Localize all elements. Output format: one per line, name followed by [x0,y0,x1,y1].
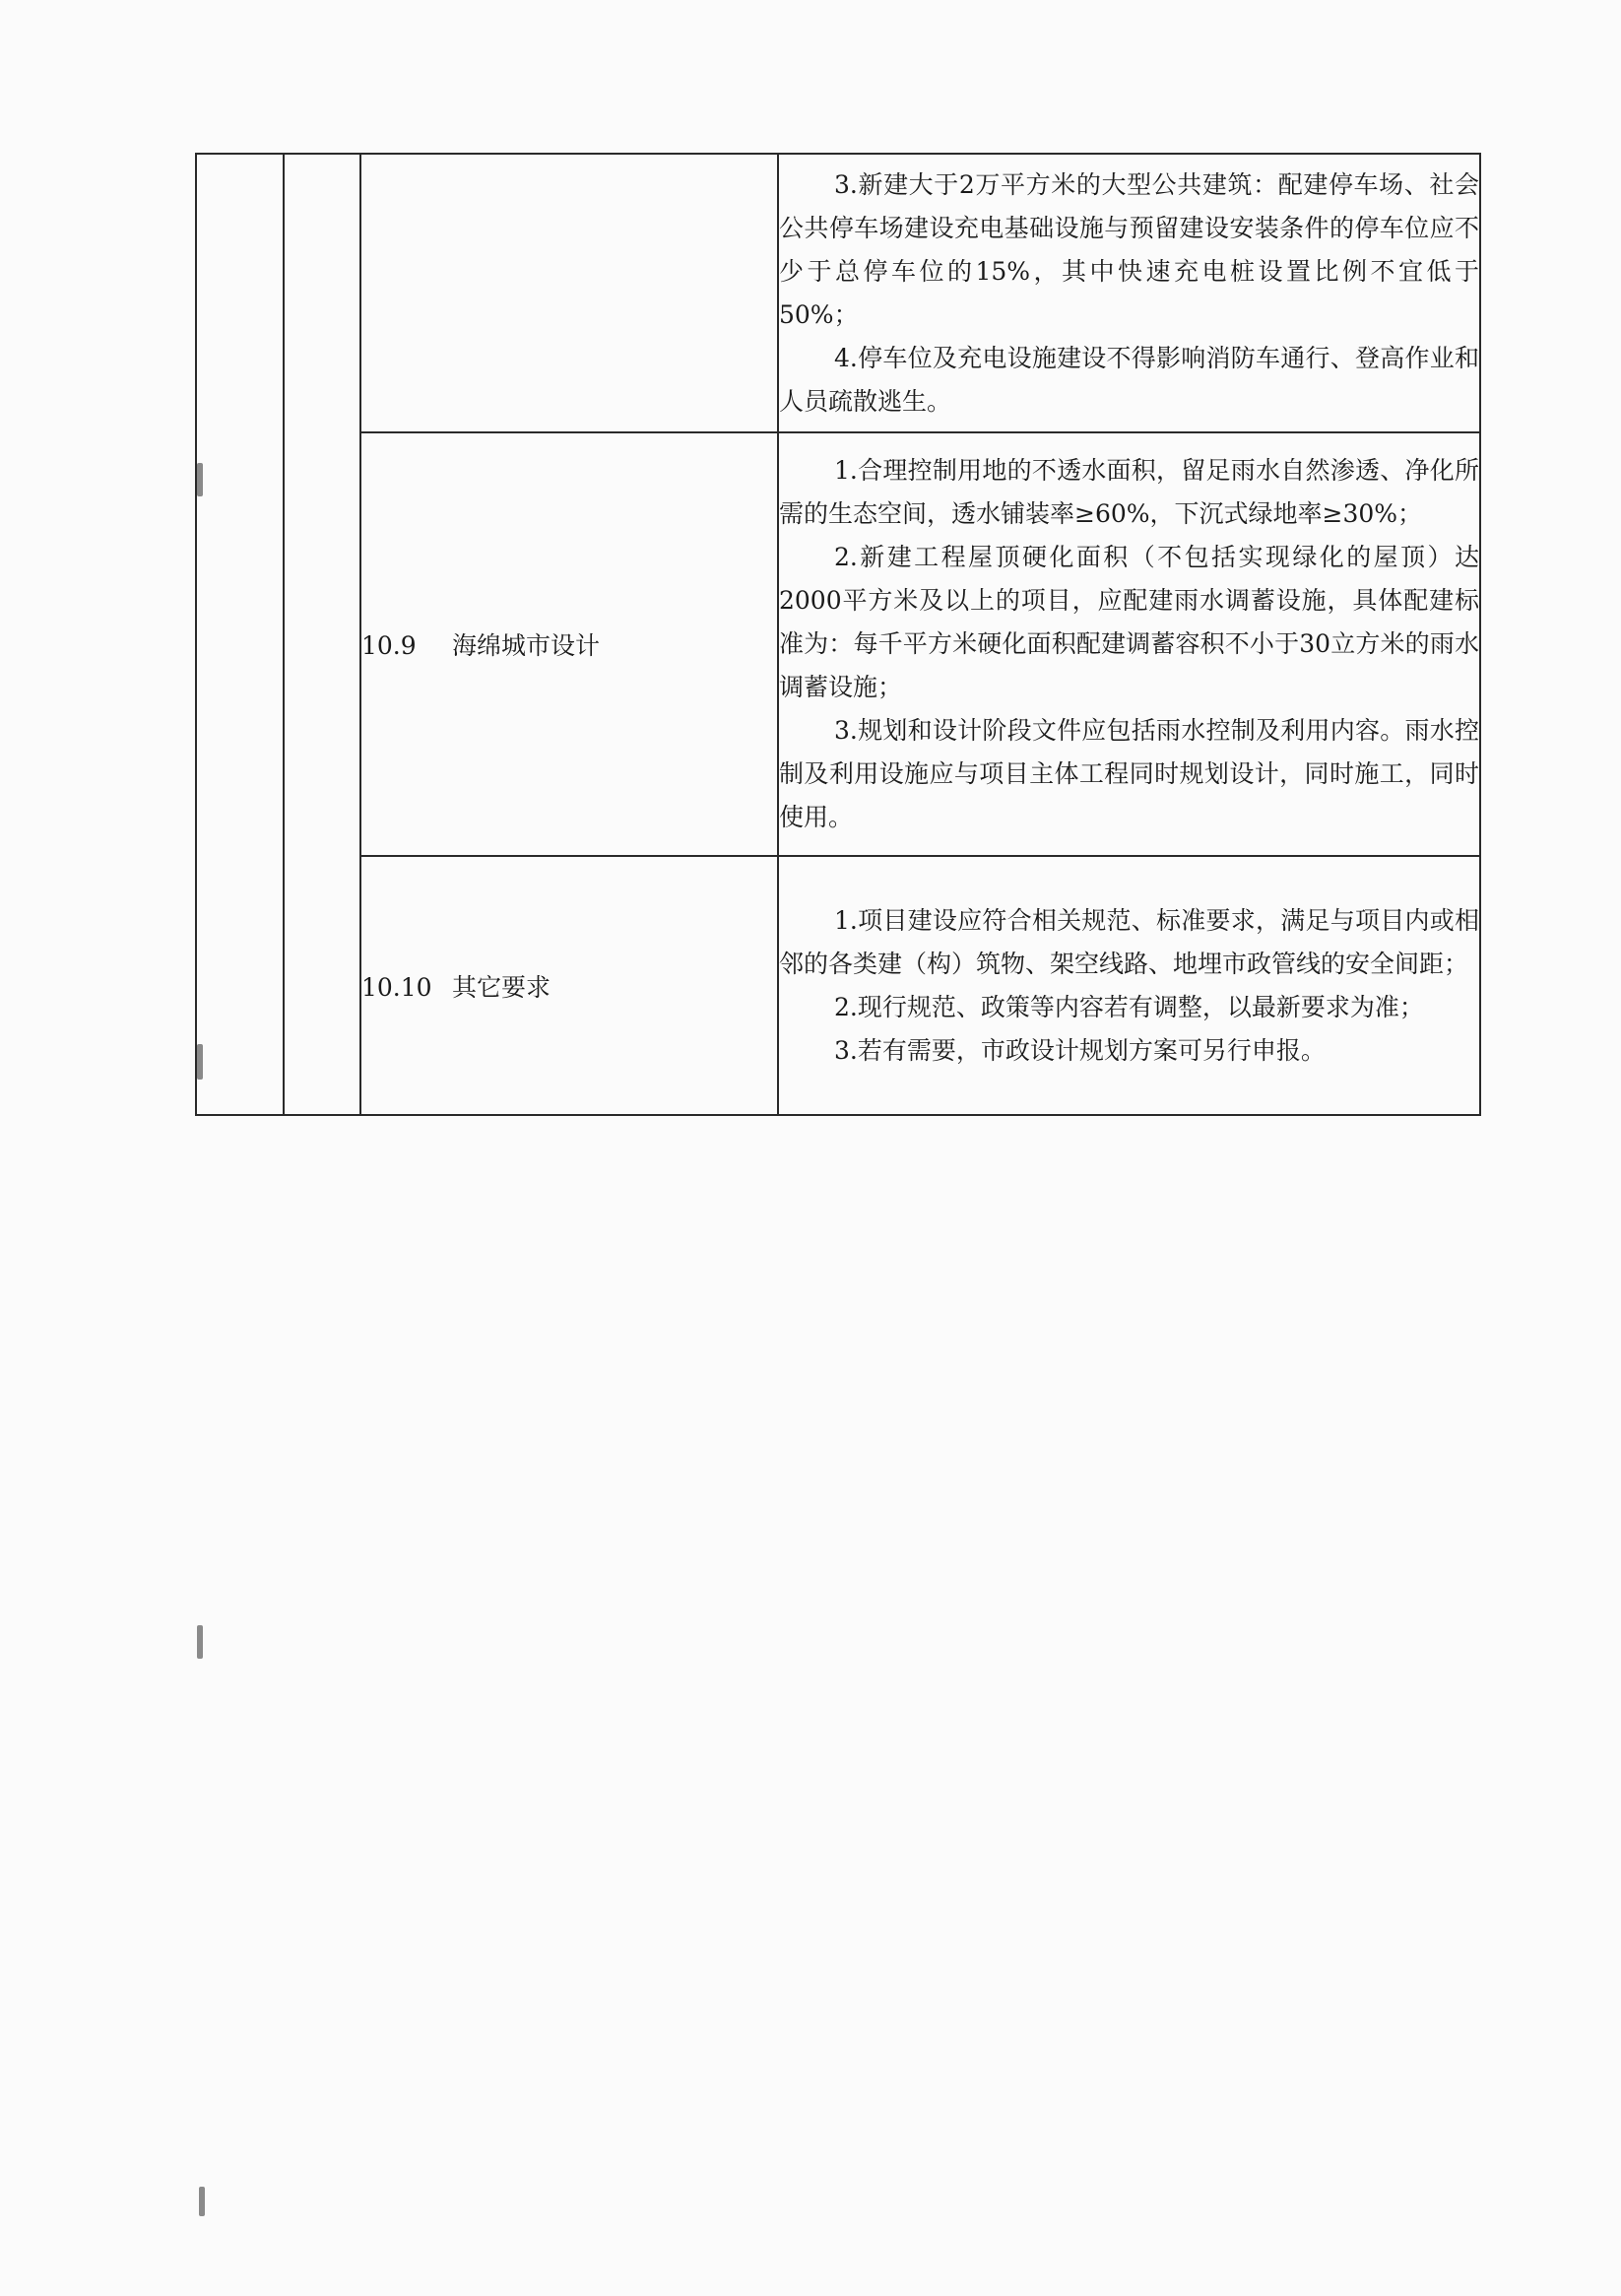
requirements-cell [778,432,1480,856]
item-number: 10.9 [361,631,417,660]
scan-mark [199,2187,205,2216]
requirement-text: 4.停车位及充电设施建设不得影响消防车通行、登高作业和人员疏散逃生。 [779,343,1479,416]
scan-mark [197,1625,203,1659]
requirement-text: 1.项目建设应符合相关规范、标准要求，满足与项目内或相邻的各类建（构）筑物、架空线路、地埋市政管线的安全间距； [779,905,1479,978]
requirements-cell [778,154,1480,432]
item-title: 其它要求 [452,972,551,1002]
requirement-text: 3.若有需要，市政设计规划方案可另行申报。 [834,1035,1326,1065]
item-number: 10.10 [361,972,432,1002]
item-cell [360,432,778,856]
scan-mark [197,1044,203,1080]
requirement-text: 2.新建工程屋顶硬化面积（不包括实现绿化的屋顶）达2000平方米及以上的项目，应配建雨水调蓄设施，具体配建标准为：每千平方米硬化面积配建调蓄容积不小于30立方米的雨水调蓄设施； [779,543,1479,701]
requirements-cell [778,856,1480,1115]
scan-mark [197,463,203,496]
subcategory-cell [284,154,360,1115]
requirement-text: 3.规划和设计阶段文件应包括雨水控制及利用内容。雨水控制及利用设施应与项目主体工程同时规划设计，同时施工，同时使用。 [779,716,1479,831]
item-title: 海绵城市设计 [452,631,601,660]
requirement-text: 2.现行规范、政策等内容若有调整，以最新要求为准； [834,992,1424,1021]
requirements-table [195,153,1481,1116]
requirement-text: 1.合理控制用地的不透水面积，留足雨水自然渗透、净化所需的生态空间，透水铺装率≥60%，下沉式绿地率≥30%； [779,456,1479,528]
table-row [196,856,1480,1115]
item-cell [360,856,778,1115]
table-row [196,432,1480,856]
requirement-text: 3.新建大于2万平方米的大型公共建筑：配建停车场、社会公共停车场建设充电基础设施与预留建设安装条件的停车位应不少于总停车位的15%，其中快速充电桩设置比例不宜低于50%； [779,169,1479,329]
item-cell [360,154,778,432]
category-cell [196,154,284,1115]
table-row [196,154,1480,432]
